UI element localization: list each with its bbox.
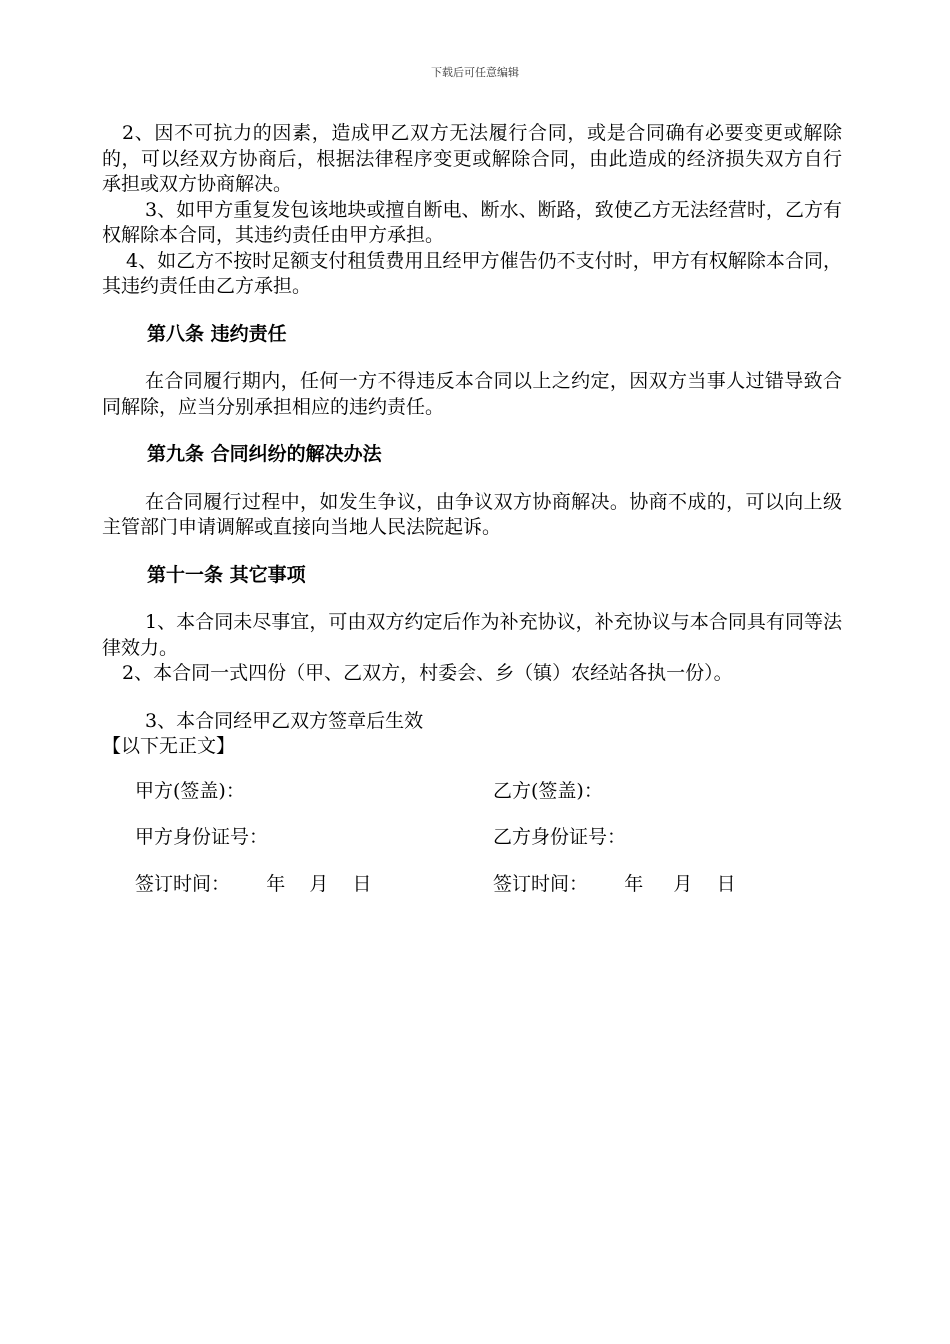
- article-8-text: 在合同履行期内，任何一方不得违反本合同以上之约定，因双方当事人过错导致合同解除，应当分别承担相应的违约责任。: [102, 370, 842, 418]
- page-header-note: 下载后可任意编辑: [431, 66, 519, 79]
- article-11-item-3: 3、本合同经甲乙双方签章后生效: [145, 709, 424, 732]
- clause-7-item-3: 3、如甲方重复发包该地块或擅自断电、断水、断路，致使乙方无法经营时，乙方有权解除本合同，其违约责任由甲方承担。: [102, 198, 842, 246]
- party-a-id-label: 甲方身份证号：: [135, 826, 269, 848]
- clause-7-item-2: 2、因不可抗力的因素，造成甲乙双方无法履行合同，或是合同确有必要变更或解除的，可以经双方协商后，根据法律程序变更或解除合同，由此造成的经济损失双方自行承担或双方协商解决。: [102, 122, 842, 195]
- contract-body: [102, 121, 842, 760]
- party-a-sign-date: 签订时间： 年 月 日: [135, 873, 372, 895]
- end-of-text-note: 【以下无正文】: [102, 735, 236, 757]
- party-b-id-label: 乙方身份证号：: [493, 826, 627, 848]
- party-b-sign-date: 签订时间： 年 月 日: [493, 873, 736, 895]
- article-11-heading: 第十一条 其它事项: [147, 563, 306, 586]
- article-11-item-1: 1、本合同未尽事宜，可由双方约定后作为补充协议，补充协议与本合同具有同等法律效力。: [102, 611, 842, 659]
- party-a-seal-label: 甲方(签盖)：: [135, 780, 245, 802]
- article-11-item-2: 2、本合同一式四份（甲、乙双方，村委会、乡（镇）农经站各执一份）。: [122, 662, 733, 684]
- clause-7-item-4: 4、如乙方不按时足额支付租赁费用且经甲方催告仍不支付时，甲方有权解除本合同，其违约责任由乙方承担。: [102, 249, 842, 297]
- article-9-heading: 第九条 合同纠纷的解决办法: [147, 443, 382, 465]
- article-9-text: 在合同履行过程中，如发生争议，由争议双方协商解决。协商不成的，可以向上级主管部门申请调解或直接向当地人民法院起诉。: [102, 490, 842, 538]
- party-b-seal-label: 乙方(签盖)：: [493, 780, 603, 802]
- article-8-heading: 第八条 违约责任: [147, 322, 287, 345]
